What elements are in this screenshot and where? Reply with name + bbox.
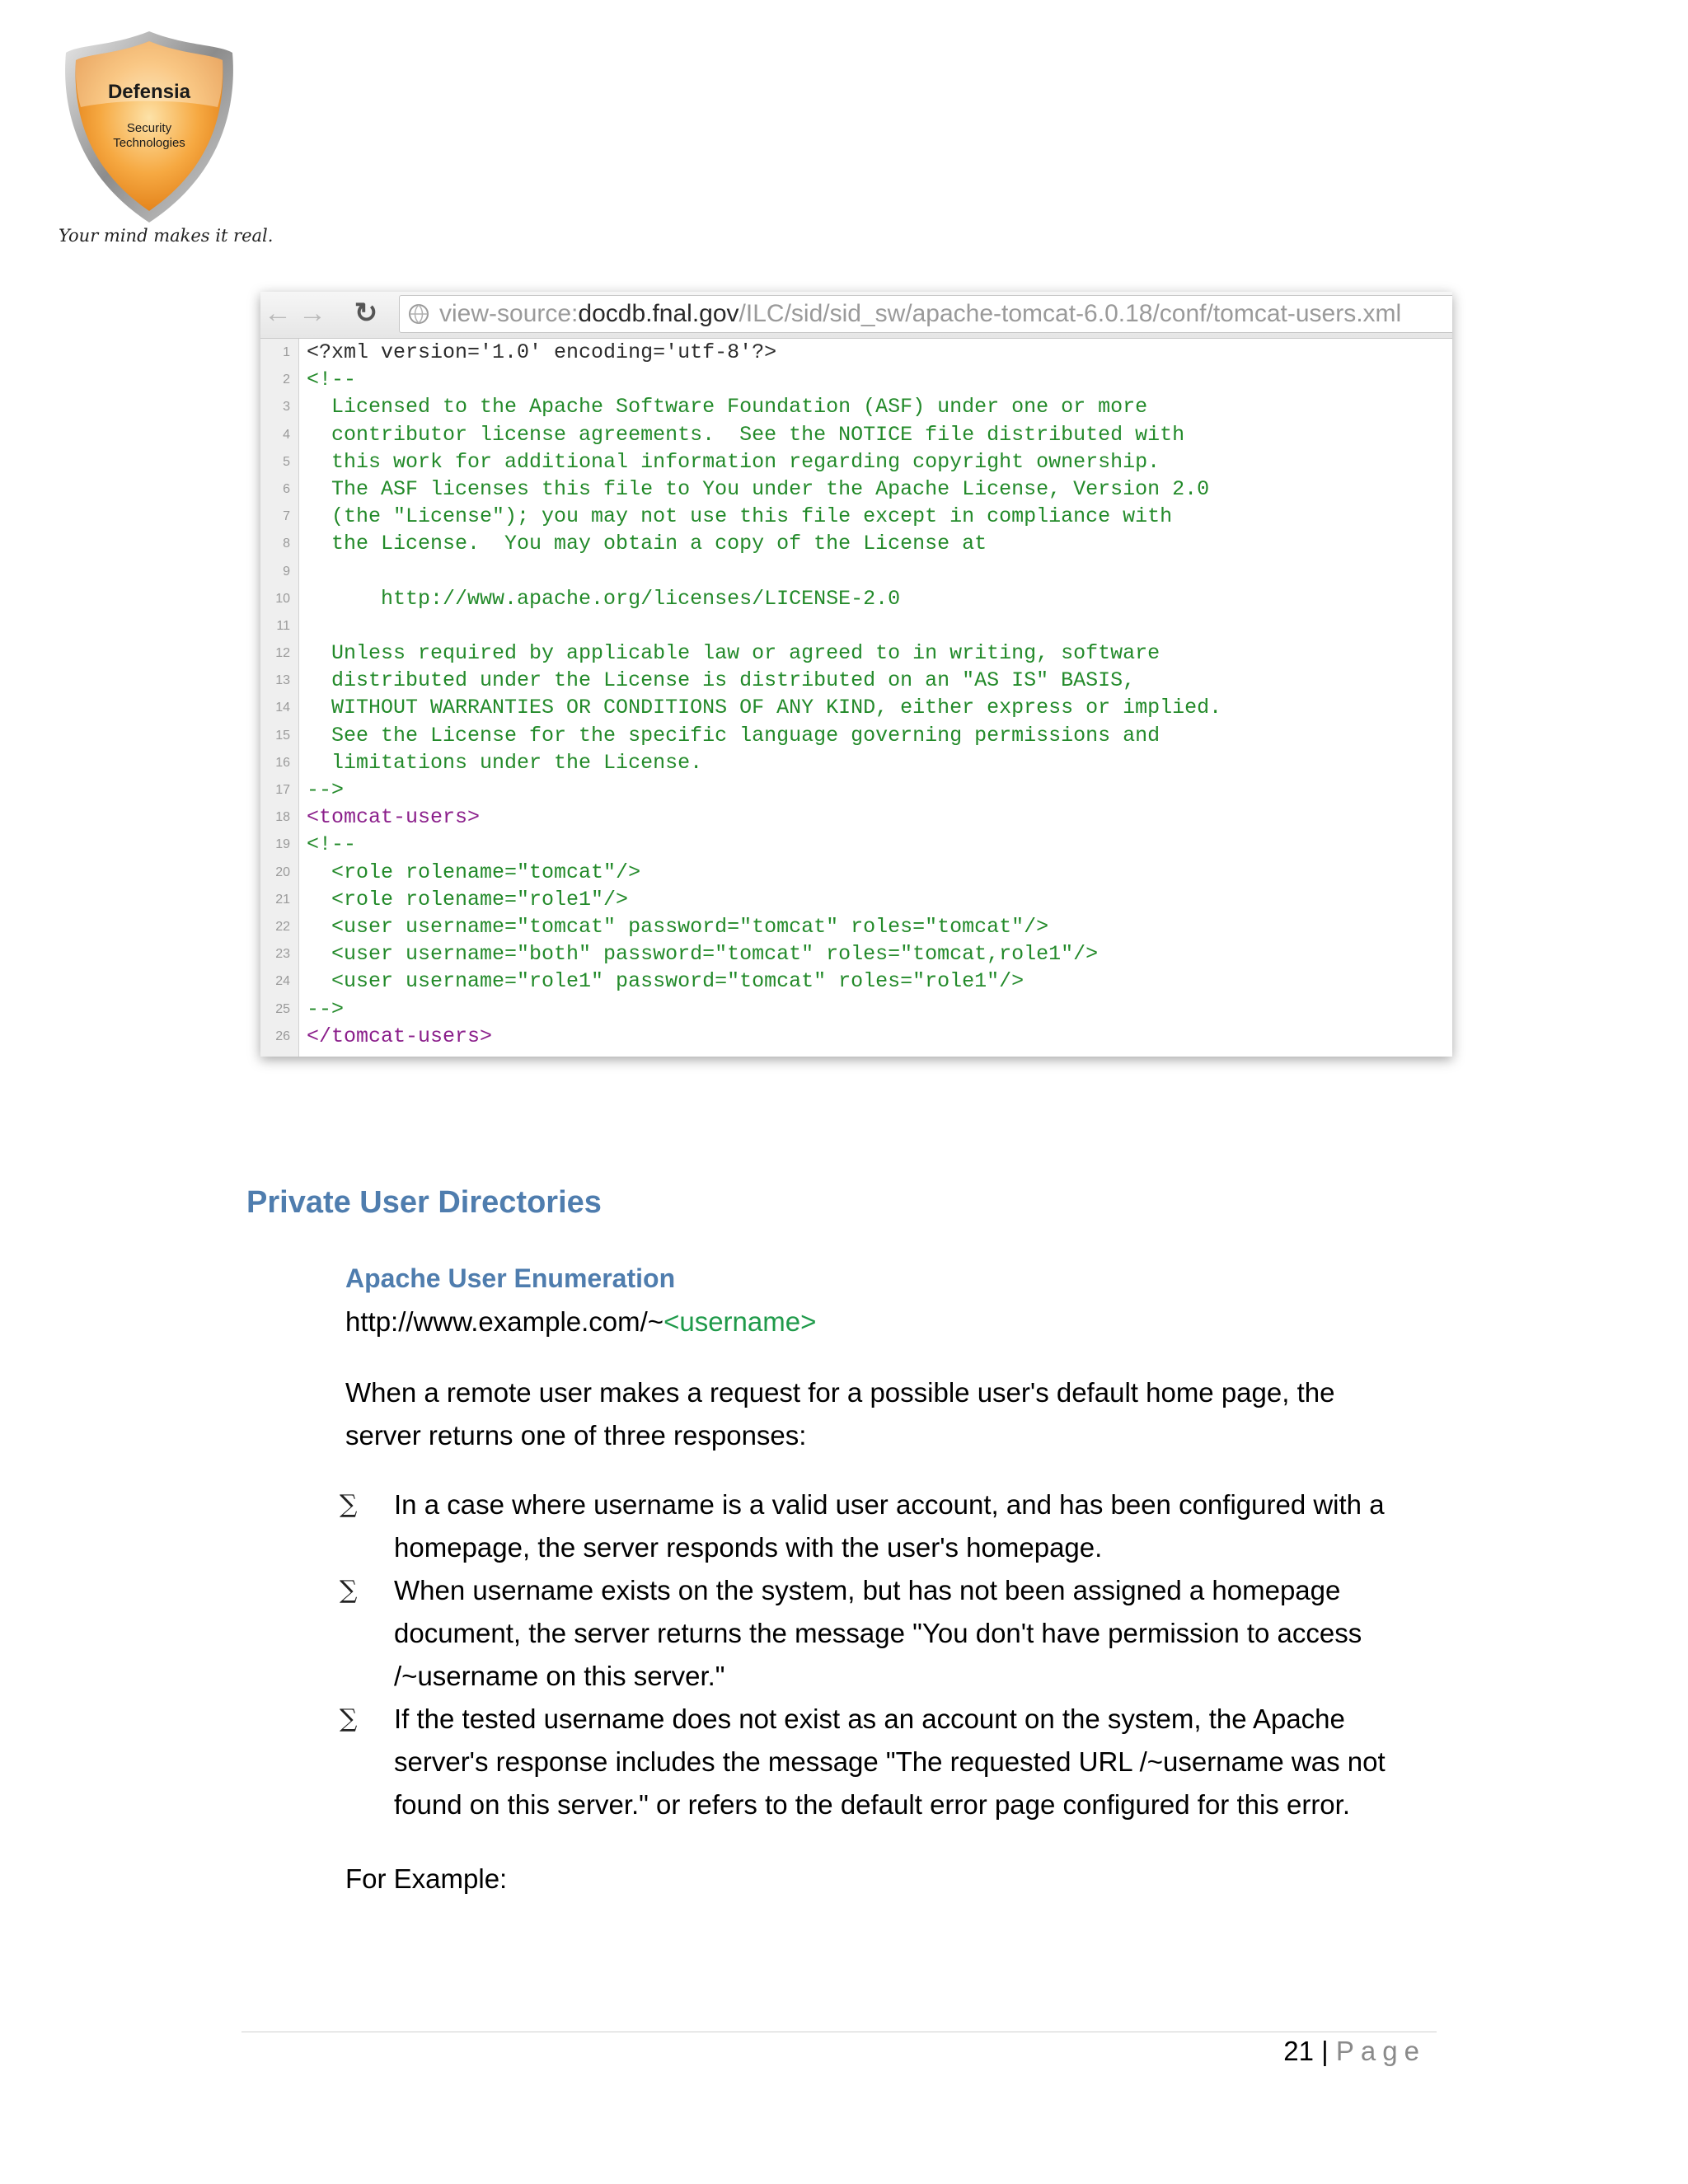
- company-logo: [54, 28, 274, 259]
- line-text: contributor license agreements. See the NOTICE file distributed with: [307, 422, 1185, 447]
- list-item-text: In a case where username is a valid user account, and has been configured with a homepage, the server responds with the user's homepage.: [394, 1489, 1385, 1563]
- line-text: <user username="tomcat" password="tomcat" roles="tomcat"/>: [307, 914, 1049, 939]
- code-line: [260, 940, 1452, 968]
- forward-arrow-icon[interactable]: →: [298, 298, 326, 329]
- url-scheme: view-source:: [439, 300, 579, 327]
- logo-brand: Defensia: [107, 81, 191, 103]
- list-item: [340, 1483, 1444, 1569]
- line-number: 26: [275, 1029, 290, 1043]
- line-text: The ASF licenses this file to You under the Apache License, Version 2.0: [307, 476, 1210, 501]
- response-list: [340, 1483, 1444, 1826]
- code-line: [260, 722, 1452, 749]
- line-number: 14: [275, 701, 290, 715]
- code-line: [260, 859, 1452, 886]
- example-label: For Example:: [345, 1863, 508, 1894]
- line-number: 19: [275, 837, 290, 852]
- page-label: Page: [1335, 2036, 1426, 2066]
- code-line: [260, 503, 1452, 530]
- logo-tagline: Your mind makes it real.: [59, 226, 274, 246]
- line-text: <role rolename="role1"/>: [307, 887, 629, 912]
- list-item: [340, 1698, 1444, 1826]
- browser-screenshot: [260, 292, 1452, 1057]
- code-line: [260, 558, 1452, 585]
- line-number: 22: [275, 919, 290, 934]
- line-text: -->: [307, 778, 345, 802]
- line-text: <!--: [307, 832, 357, 857]
- address-url: [439, 301, 1401, 327]
- code-line: [260, 612, 1452, 640]
- line-text: <user username="role1" password="tomcat" roles="role1"/>: [307, 969, 1025, 994]
- example-url: [345, 1306, 816, 1338]
- line-text: the License. You may obtain a copy of the License at: [307, 532, 987, 556]
- line-number: 2: [283, 373, 290, 387]
- reload-icon[interactable]: ↻: [354, 298, 378, 329]
- code-line: [260, 749, 1452, 776]
- code-line: [260, 667, 1452, 694]
- line-number: 17: [275, 783, 290, 797]
- list-item-text: When username exists on the system, but has not been assigned a homepage document, the server returns the message "You don't have permission to access /~username on this server.": [394, 1575, 1362, 1691]
- line-number: 4: [283, 427, 290, 442]
- line-number: 13: [275, 673, 290, 688]
- bullet-sigma-icon: ∑: [340, 1576, 358, 1605]
- example-url-param: <username>: [663, 1306, 817, 1337]
- line-number: 10: [275, 591, 290, 606]
- browser-toolbar: [260, 292, 1452, 339]
- line-number: 15: [275, 728, 290, 743]
- line-number: 8: [283, 537, 290, 551]
- code-line: [260, 448, 1452, 476]
- line-text: <role rolename="tomcat"/>: [307, 860, 641, 884]
- line-number: 5: [283, 454, 290, 469]
- line-text: distributed under the License is distributed on an "AS IS" BASIS,: [307, 668, 1136, 693]
- source-code-view: [260, 339, 1452, 1057]
- code-line: [260, 831, 1452, 858]
- line-number: 9: [283, 564, 290, 579]
- line-text: See the License for the specific language governing permissions and: [307, 723, 1160, 748]
- section-heading: Private User Directories: [246, 1185, 602, 1220]
- line-text: <user username="both" password="tomcat" roles="tomcat,role1"/>: [307, 942, 1099, 967]
- code-line: [260, 421, 1452, 448]
- intro-paragraph: When a remote user makes a request for a possible user's default home page, the server returns one of three responses:: [345, 1377, 1335, 1451]
- line-number: 1: [283, 345, 290, 359]
- globe-icon: [408, 303, 429, 325]
- page-number: 21: [1283, 2036, 1314, 2066]
- code-line: [260, 366, 1452, 393]
- line-text: this work for additional information regarding copyright ownership.: [307, 449, 1160, 474]
- list-item: [340, 1569, 1444, 1698]
- line-number: 25: [275, 1001, 290, 1016]
- line-number: 11: [276, 618, 290, 633]
- bullet-sigma-icon: ∑: [340, 1704, 358, 1733]
- line-number: 21: [275, 892, 290, 907]
- logo-subtitle-line2: Technologies: [113, 136, 185, 150]
- line-number: 20: [275, 865, 290, 879]
- code-line: [260, 530, 1452, 557]
- line-number: 23: [275, 947, 290, 962]
- line-text: <tomcat-users>: [307, 805, 481, 830]
- back-arrow-icon[interactable]: ←: [264, 298, 292, 329]
- line-text: (the "License"); you may not use this file except in compliance with: [307, 504, 1173, 529]
- code-line: [260, 393, 1452, 420]
- line-text: http://www.apache.org/licenses/LICENSE-2.0: [307, 586, 901, 611]
- example-url-prefix: http://www.example.com/~: [345, 1306, 664, 1337]
- code-line: [260, 339, 1452, 366]
- code-line: [260, 886, 1452, 913]
- code-line: [260, 694, 1452, 721]
- code-line: [260, 476, 1452, 503]
- code-line: [260, 1023, 1452, 1050]
- line-text: <!--: [307, 368, 357, 392]
- line-text: Licensed to the Apache Software Foundation (ASF) under one or more: [307, 395, 1148, 419]
- line-number: 3: [283, 400, 290, 415]
- code-line: [260, 804, 1452, 831]
- url-path: /ILC/sid/sid_sw/apache-tomcat-6.0.18/conf/tomcat-users.xml: [738, 300, 1402, 327]
- line-number: 12: [275, 646, 290, 661]
- page-footer: [1253, 2036, 1426, 2067]
- page-separator: |: [1321, 2036, 1329, 2066]
- code-lines: [260, 339, 1452, 1050]
- line-text: limitations under the License.: [307, 750, 703, 775]
- logo-subtitle: [54, 121, 244, 151]
- subsection-heading: Apache User Enumeration: [345, 1263, 676, 1293]
- logo-subtitle-line1: Security: [126, 121, 172, 135]
- line-number: 16: [275, 755, 290, 770]
- line-number: 18: [275, 810, 290, 825]
- line-text: <?xml version='1.0' encoding='utf-8'?>: [307, 340, 777, 364]
- line-number: 24: [275, 974, 290, 989]
- address-bar[interactable]: [399, 295, 1452, 333]
- code-line: [260, 996, 1452, 1023]
- list-item-text: If the tested username does not exist as an account on the system, the Apache server's response includes the message "The requested URL /~username was not found on this server." or refers to the default error page configured for this error.: [394, 1704, 1386, 1820]
- line-number: 7: [283, 509, 290, 524]
- url-host: docdb.fnal.gov: [578, 300, 739, 327]
- code-line: [260, 776, 1452, 804]
- code-line: [260, 913, 1452, 940]
- line-text: WITHOUT WARRANTIES OR CONDITIONS OF ANY KIND, either express or implied.: [307, 696, 1222, 720]
- code-line: [260, 585, 1452, 612]
- line-text: -->: [307, 996, 345, 1021]
- code-line: [260, 640, 1452, 667]
- line-number: 6: [283, 481, 290, 496]
- line-text: </tomcat-users>: [307, 1024, 493, 1048]
- code-line: [260, 968, 1452, 995]
- bullet-sigma-icon: ∑: [340, 1490, 358, 1519]
- line-text: Unless required by applicable law or agreed to in writing, software: [307, 641, 1160, 666]
